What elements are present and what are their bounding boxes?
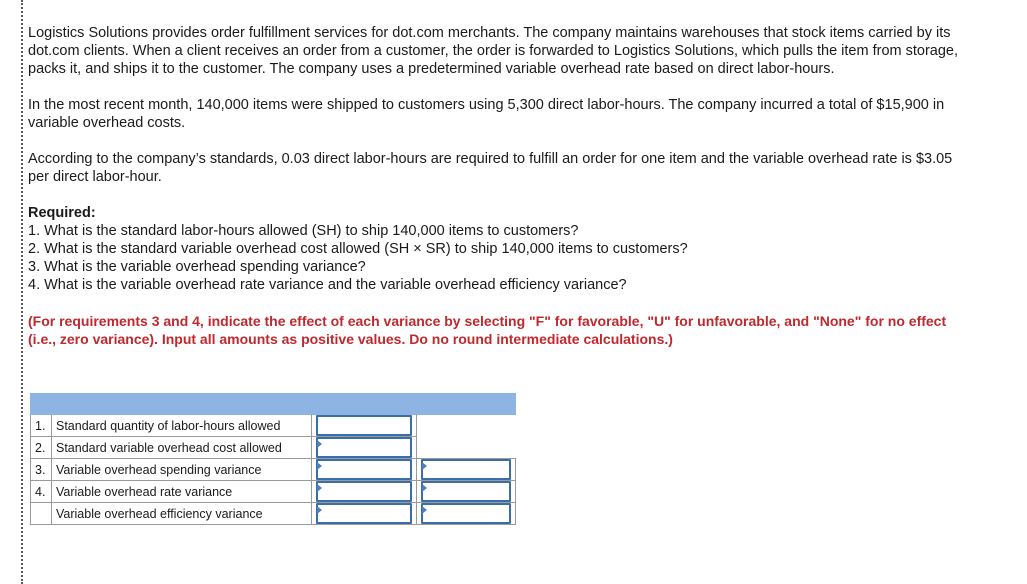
row-number xyxy=(31,503,52,525)
currency-marker-icon xyxy=(317,484,322,492)
required-title: Required: xyxy=(28,205,96,221)
row-label: Variable overhead rate variance xyxy=(52,481,312,503)
answer-table xyxy=(30,393,516,525)
dropdown-marker-icon xyxy=(422,462,427,470)
paragraph-standards: According to the company’s standards, 0.03 direct labor-hours are required to fulfill an order for one item and the variable overhead rate is $3.05 per direct labor-hour. xyxy=(28,151,953,185)
table-header-row xyxy=(31,394,516,415)
efficiency-variance-amount-input[interactable] xyxy=(316,503,412,524)
row-label: Standard variable overhead cost allowed xyxy=(52,437,312,459)
row-number: 1. xyxy=(31,415,52,437)
required-item-1: 1. What is the standard labor-hours allowed (SH) to ship 140,000 items to customers? xyxy=(28,223,579,239)
required-item-3: 3. What is the variable overhead spending variance? xyxy=(28,259,366,275)
required-item-4: 4. What is the variable overhead rate variance and the variable overhead efficiency variance? xyxy=(28,277,627,293)
paragraph-intro: Logistics Solutions provides order fulfillment services for dot.com merchants. The company maintains warehouses that stock items carried by its dot.com clients. When a client receives an order from a customer, the order is forwarded to Logistics Solutions, which pulls the item from storage, packs it, and ships it to the customer. The company uses a predetermined variable overhead rate based on direct labor-hours. xyxy=(28,25,959,77)
row-label: Standard quantity of labor-hours allowed xyxy=(52,415,312,437)
paragraph-month: In the most recent month, 140,000 items were shipped to customers using 5,300 direct labor-hours. The company incurred a total of $15,900 in variable overhead costs. xyxy=(28,97,945,131)
row-number: 2. xyxy=(31,437,52,459)
std-vo-cost-input[interactable] xyxy=(316,437,412,458)
rate-variance-amount-input[interactable] xyxy=(316,481,412,502)
left-margin-rule xyxy=(21,0,23,584)
efficiency-variance-effect-select[interactable] xyxy=(421,503,511,524)
table-row xyxy=(31,415,516,437)
required-item-2: 2. What is the standard variable overhead cost allowed (SH × SR) to ship 140,000 items to customers? xyxy=(28,241,688,257)
dropdown-marker-icon xyxy=(422,484,427,492)
row-number: 3. xyxy=(31,459,52,481)
row-label: Variable overhead efficiency variance xyxy=(52,503,312,525)
rate-variance-effect-select[interactable] xyxy=(421,481,511,502)
currency-marker-icon xyxy=(317,506,322,514)
spending-variance-amount-input[interactable] xyxy=(316,459,412,480)
table-row xyxy=(31,481,516,503)
row-label: Variable overhead spending variance xyxy=(52,459,312,481)
instructions-note: (For requirements 3 and 4, indicate the effect of each variance by selecting "F" for favorable, "U" for unfavorable, and "None" for no effect (i.e., zero variance). Input all amounts as positive values. Do no round intermediate calculations.) xyxy=(28,313,947,347)
dropdown-marker-icon xyxy=(422,506,427,514)
table-row xyxy=(31,437,516,459)
sh-amount-input[interactable] xyxy=(316,415,412,436)
spending-variance-effect-select[interactable] xyxy=(421,459,511,480)
table-row xyxy=(31,503,516,525)
problem-text xyxy=(28,24,968,348)
table-row xyxy=(31,459,516,481)
currency-marker-icon xyxy=(317,440,322,448)
row-number: 4. xyxy=(31,481,52,503)
currency-marker-icon xyxy=(317,462,322,470)
